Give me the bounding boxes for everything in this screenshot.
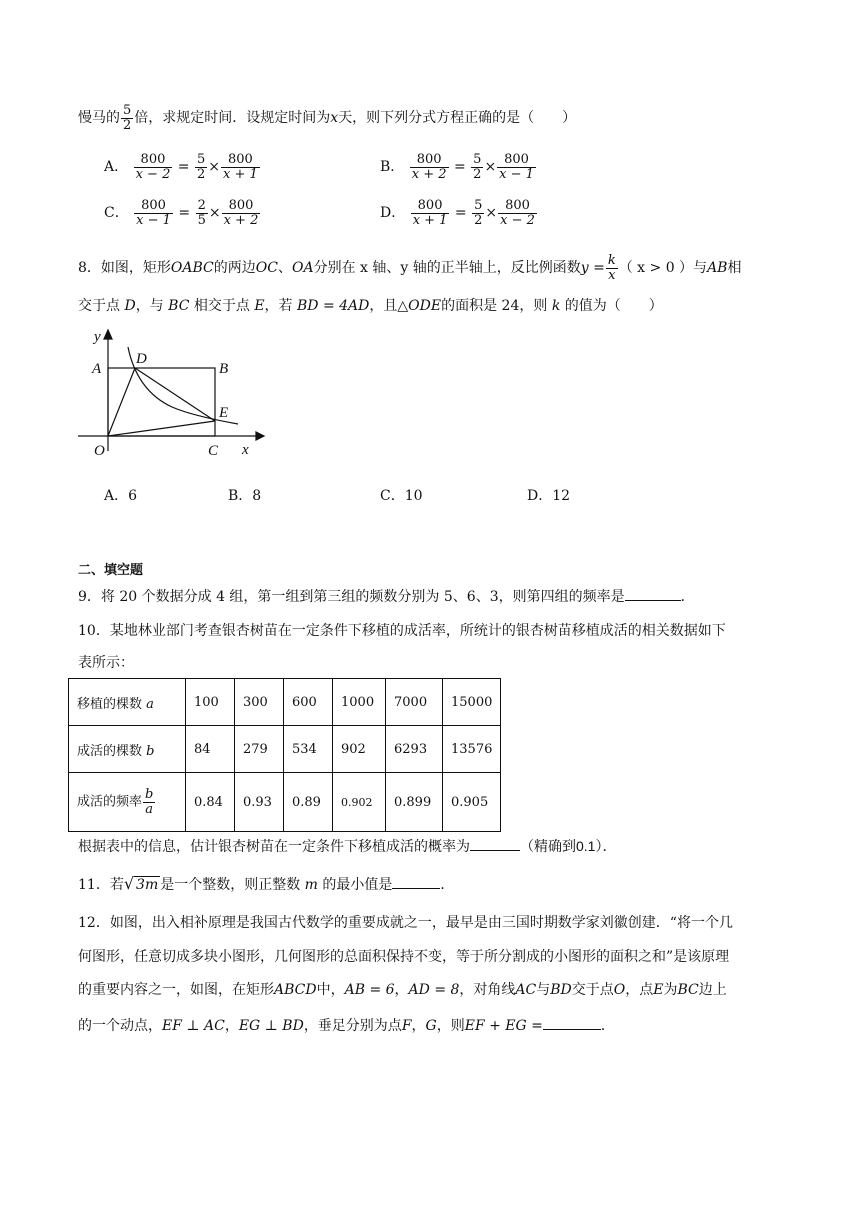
numerator: 800 (498, 199, 537, 214)
option-value: 6 (128, 488, 138, 504)
q9 (78, 586, 695, 606)
option-label: A． (104, 159, 129, 176)
q7-var: x (330, 110, 339, 127)
answer-blank[interactable] (543, 1015, 601, 1030)
table-cell: 0.89 (284, 773, 333, 832)
fraction (143, 788, 155, 816)
times-sign: × (208, 159, 220, 176)
label-e: E (219, 405, 229, 421)
q7-frac-den: 2 (123, 117, 132, 133)
math: D (124, 298, 136, 314)
label-d: D (136, 351, 147, 367)
option-label: C． (380, 488, 405, 504)
table-cell: 1000 (333, 679, 386, 726)
q8-option-c[interactable] (380, 485, 423, 505)
text: 的两边 (213, 260, 256, 277)
numerator: 800 (221, 153, 260, 168)
fraction (472, 199, 484, 227)
numerator: 5 (474, 198, 483, 213)
numerator: 5 (473, 152, 482, 167)
text: ， (411, 1018, 426, 1034)
table-cell: 6293 (386, 726, 443, 773)
denominator: 2 (196, 166, 206, 182)
fraction (195, 153, 207, 181)
times-sign: × (208, 205, 221, 222)
equals-sign: = (178, 205, 191, 222)
text: ，且 (369, 298, 398, 314)
equals-sign: = (177, 159, 190, 176)
table-cell: 100 (186, 679, 235, 726)
segment-od (108, 368, 135, 436)
math: AB (707, 260, 728, 277)
text: ，则 (436, 1018, 465, 1034)
math: OA (291, 260, 314, 277)
math: EF ⊥ AC (162, 1018, 225, 1034)
text: ，点 (625, 982, 654, 998)
option-label: B． (228, 488, 253, 504)
q7-stem-end: 天，则下列分式方程正确的是（ ） (338, 110, 577, 127)
q8-figure (70, 325, 270, 465)
math: AD = 8 (408, 982, 460, 998)
segment-de (135, 368, 215, 421)
q7-fraction (121, 104, 133, 132)
q11 (78, 874, 454, 894)
table-cell: 0.905 (443, 773, 501, 832)
denominator: x − 1 (136, 212, 171, 228)
table-header-cell (69, 773, 186, 832)
math: BD (550, 982, 572, 998)
text: ，对角线 (459, 982, 516, 998)
q10-line1: 10．某地林业部门考查银杏树苗在一定条件下移植的成活率，所统计的银杏树苗移植成活的相关数据如下 (78, 623, 726, 639)
q8-line1 (78, 254, 741, 282)
fraction (221, 153, 260, 181)
text: 边上 (698, 982, 727, 998)
text: 8．如图，矩形 (78, 260, 171, 277)
option-label: C． (104, 205, 129, 222)
math: 0.1 (576, 838, 596, 854)
denominator: x (608, 267, 616, 283)
text: ． (440, 877, 455, 893)
text: 交于点 (78, 298, 125, 314)
text: 与 (536, 982, 551, 998)
text: 的值为（ ） (560, 298, 663, 314)
numerator: 800 (134, 199, 173, 214)
table-row (69, 773, 501, 832)
equals-sign: = (454, 205, 467, 222)
text: （精确到 (520, 839, 576, 855)
text: （ x > 0 ）与 (618, 260, 708, 277)
q9-text: 9．将 20 个数据分成 4 组，第一组到第三组的频数分别为 5、6、3，则第四组的频率是 (78, 589, 625, 605)
denominator: x − 2 (135, 166, 171, 182)
q8-line2 (78, 295, 663, 315)
text: 移植的棵数 (77, 696, 147, 712)
radicand: 3m (136, 877, 159, 893)
option-label: A． (104, 488, 129, 504)
text: 、 (277, 260, 292, 277)
math: EG ⊥ BD (238, 1018, 304, 1034)
math: a (146, 696, 154, 712)
math: BC (168, 298, 190, 314)
q7-stem-post: 倍，求规定时间．设规定时间为 (134, 110, 331, 127)
equals-sign: = (453, 159, 466, 176)
math: O (613, 982, 626, 998)
fraction (411, 199, 450, 227)
sqrt-sign: √ (123, 874, 135, 893)
text: 的最小值是 (317, 877, 393, 893)
text: ， (224, 1018, 239, 1034)
text: ）． (595, 839, 617, 855)
q7-option-a[interactable] (104, 153, 261, 181)
denominator: x + 1 (223, 166, 258, 182)
numerator: k (607, 253, 616, 268)
table-cell: 0.899 (386, 773, 443, 832)
table-cell: 7000 (386, 679, 443, 726)
numerator: 5 (196, 152, 206, 167)
option-value: 12 (552, 488, 571, 504)
text: 是一个整数，则正整数 (160, 877, 305, 893)
table-cell: 902 (333, 726, 386, 773)
fraction (134, 199, 173, 227)
fraction (196, 199, 208, 227)
text: 成活的频率 (77, 794, 143, 810)
times-sign: × (485, 205, 498, 222)
table-cell: 0.902 (333, 773, 386, 832)
denominator: x − 1 (499, 166, 534, 182)
segment-oe (108, 421, 215, 436)
table-cell: 0.93 (235, 773, 284, 832)
math: △ODE (397, 298, 442, 314)
numerator: 2 (197, 198, 206, 213)
math: ABCD (274, 982, 317, 998)
q7-stem-pre: 慢马的 (78, 110, 120, 127)
answer-blank[interactable] (392, 874, 440, 889)
text: ，与 (135, 298, 169, 314)
label-o: O (94, 443, 105, 459)
table-header-cell (69, 679, 186, 726)
text: 中， (316, 982, 345, 998)
text: ， (394, 982, 409, 998)
q8-option-b[interactable] (228, 485, 261, 505)
q7-option-b[interactable] (380, 153, 537, 181)
q7-frac-num: 5 (123, 103, 132, 118)
text: 为 (663, 982, 678, 998)
q7-option-c[interactable] (104, 199, 261, 227)
math: y = (580, 260, 605, 277)
section-title-fill-in: 二、填空题 (78, 563, 144, 578)
math: G (425, 1018, 437, 1034)
q8-option-a[interactable] (104, 485, 137, 505)
math: F (401, 1018, 412, 1034)
numerator: 800 (410, 153, 449, 168)
times-sign: × (484, 159, 497, 176)
math: EF + EG = (464, 1018, 543, 1034)
math: m (304, 877, 318, 893)
q10-line2: 表所示： (78, 655, 134, 671)
fraction (222, 199, 261, 227)
y-axis-arrow (104, 330, 112, 339)
math: E (254, 298, 265, 314)
text: 分别在 x 轴、y 轴的正半轴上，反比例函数 (313, 260, 581, 277)
table-cell: 300 (235, 679, 284, 726)
table-cell: 279 (235, 726, 284, 773)
numerator: 800 (497, 153, 536, 168)
text: 根据表中的信息，估计银杏树苗在一定条件下移植成活的概率为 (78, 839, 470, 855)
q12-line4 (78, 1015, 615, 1035)
math: E (653, 982, 664, 998)
math: b (146, 743, 155, 759)
denominator: x + 1 (412, 212, 448, 228)
text: 相交于点 (189, 298, 255, 314)
text: ． (680, 589, 695, 605)
fraction (410, 153, 449, 181)
math: BD = 4AD (297, 298, 370, 314)
text: 交于点 (571, 982, 614, 998)
text: 的一个动点， (78, 1018, 162, 1034)
text: 的重要内容之一，如图，在矩形 (78, 982, 274, 998)
q8-option-d[interactable] (527, 485, 570, 505)
answer-blank[interactable] (625, 586, 681, 601)
math: k (551, 298, 561, 314)
text: 的面积是 24，则 (441, 298, 552, 314)
numerator: 800 (222, 199, 261, 214)
rectangle-oabc (108, 368, 215, 436)
denominator: x + 2 (223, 212, 259, 228)
math: AC (515, 982, 537, 998)
numerator: 800 (134, 153, 173, 168)
label-c: C (208, 443, 219, 459)
text: 成活的棵数 (77, 743, 147, 759)
q10-after (78, 836, 616, 856)
fraction (498, 199, 537, 227)
text: ． (600, 1018, 615, 1034)
text: ，垂足分别为点 (303, 1018, 402, 1034)
table-header-cell (69, 726, 186, 773)
label-b: B (219, 361, 229, 377)
denominator: x + 2 (411, 166, 447, 182)
denominator: x − 2 (500, 212, 535, 228)
math: OABC (170, 260, 214, 277)
option-label: D． (380, 205, 406, 222)
denominator: 2 (474, 212, 483, 228)
table-cell: 13576 (443, 726, 501, 773)
denominator: 5 (197, 212, 206, 228)
q7-option-d[interactable] (380, 199, 538, 227)
table-cell: 600 (284, 679, 333, 726)
text: 11．若 (78, 877, 124, 893)
label-y: y (94, 329, 101, 345)
option-label: D． (527, 488, 553, 504)
denominator: 2 (473, 166, 482, 182)
table-cell: 84 (186, 726, 235, 773)
q12-line2: 何图形，任意切成多块小图形，几何图形的总面积保持不变，等于所分割成的小图形的面积之和”是该原理 (78, 949, 730, 965)
math: BC (677, 982, 699, 998)
table-cell: 0.84 (186, 773, 235, 832)
x-axis-arrow (256, 432, 264, 440)
table-cell: 15000 (443, 679, 501, 726)
option-value: 8 (252, 488, 262, 504)
table-cell: 534 (284, 726, 333, 773)
denominator: a (145, 801, 154, 817)
table-row (69, 726, 501, 773)
option-label: B． (380, 159, 405, 176)
text: 相 (727, 260, 742, 277)
fraction (134, 153, 173, 181)
table-row (69, 679, 501, 726)
q7-stem (78, 104, 576, 132)
q12-line1: 12．如图，出入相补原理是我国古代数学的重要成就之一，最早是由三国时期数学家刘徽创建．“将一个几 (78, 915, 733, 931)
fraction (471, 153, 483, 181)
numerator: 800 (411, 199, 450, 214)
q10-table (68, 678, 501, 832)
fraction (497, 153, 536, 181)
math: OC (255, 260, 278, 277)
fraction (606, 254, 618, 282)
label-a: A (92, 361, 102, 377)
text: ，若 (264, 298, 297, 314)
q12-line3 (78, 979, 727, 999)
answer-blank[interactable] (470, 836, 520, 851)
numerator: b (145, 786, 154, 802)
label-x: x (242, 442, 249, 458)
math: AB = 6 (344, 982, 395, 998)
option-value: 10 (404, 488, 423, 504)
